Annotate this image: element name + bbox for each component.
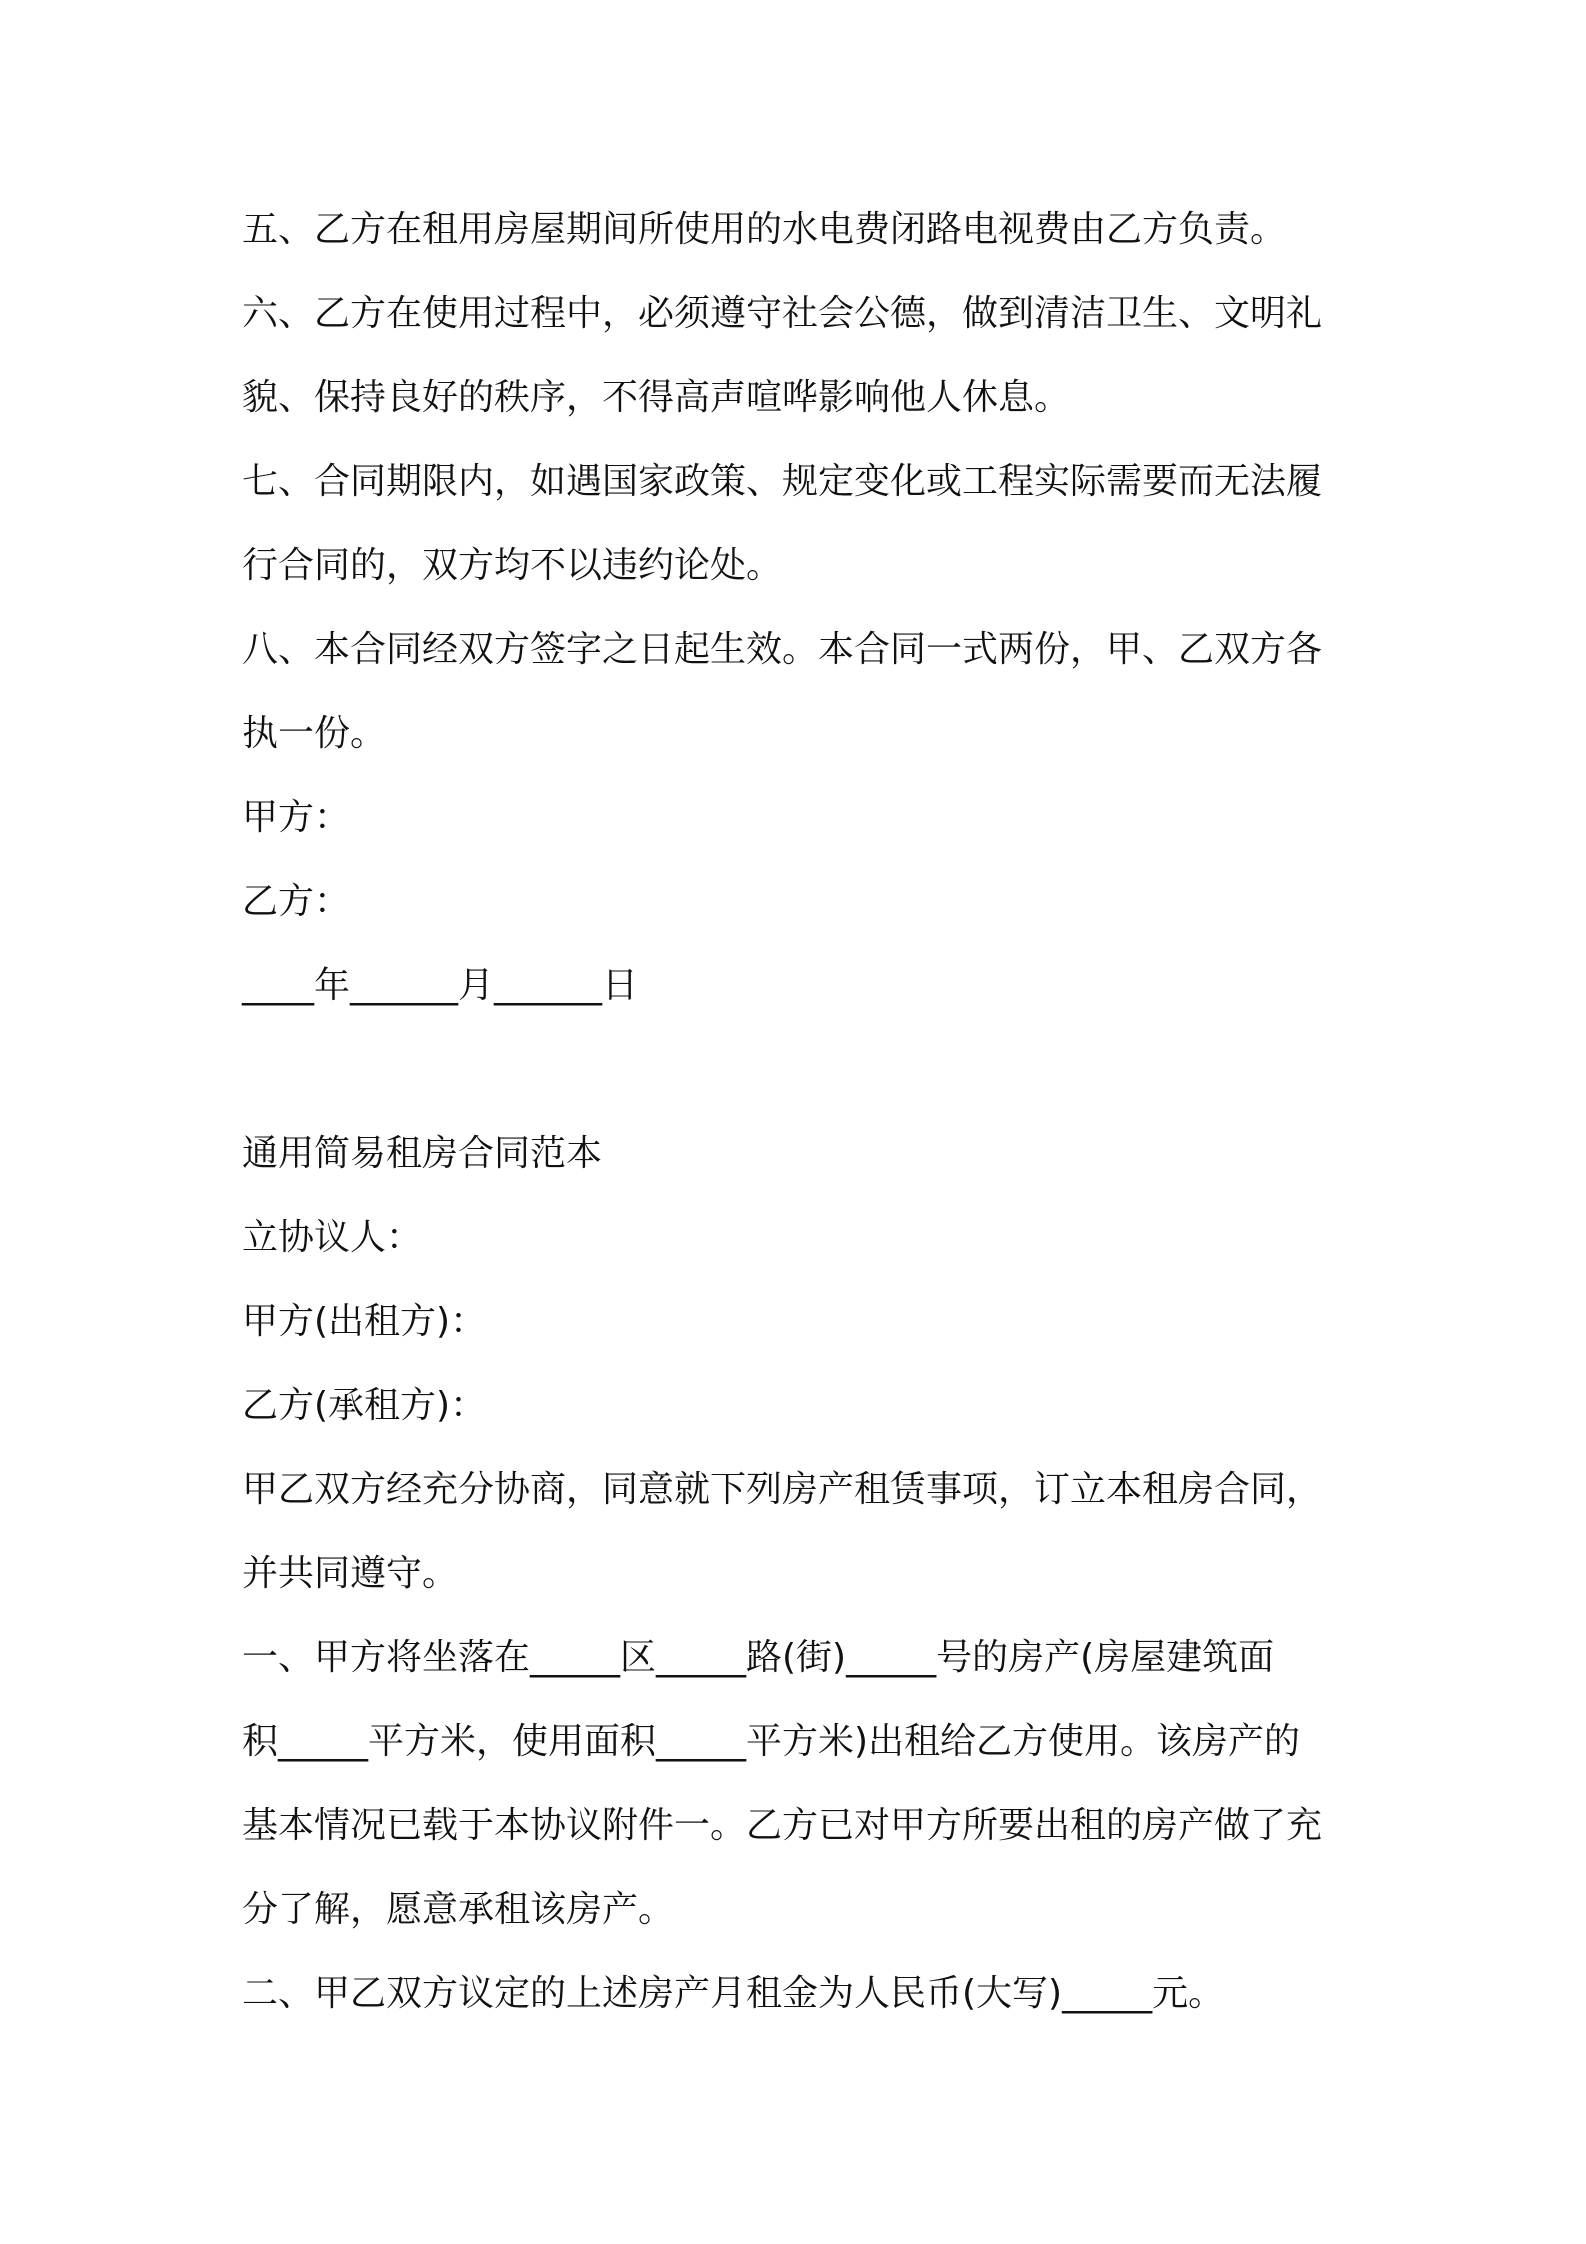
clause-5: 五、乙方在租用房屋期间所使用的水电费闭路电视费由乙方负责。 <box>242 209 1287 250</box>
clause-8-line-1: 八、本合同经双方签字之日起生效。本合同一式两份，甲、乙双方各 <box>242 629 1323 670</box>
signatories-label: 立协议人： <box>242 1217 423 1258</box>
clause-1-line-1: 一、甲方将坐落在_____区_____路(街)_____号的房产(房屋建筑面 <box>242 1637 1275 1678</box>
intro-line-1: 甲乙双方经充分协商，同意就下列房产租赁事项，订立本租房合同， <box>242 1469 1323 1510</box>
lessor-label: 甲方(出租方)： <box>242 1301 487 1342</box>
clause-6-line-1: 六、乙方在使用过程中，必须遵守社会公德，做到清洁卫生、文明礼 <box>242 293 1323 334</box>
clause-1-line-3: 基本情况已载于本协议附件一。乙方已对甲方所要出租的房产做了充 <box>242 1805 1323 1846</box>
clause-8-line-2: 执一份。 <box>242 713 387 754</box>
clause-1-line-2: 积_____平方米，使用面积_____平方米)出租给乙方使用。该房产的 <box>242 1721 1301 1762</box>
clause-7-line-1: 七、合同期限内，如遇国家政策、规定变化或工程实际需要而无法履 <box>242 461 1323 502</box>
clause-2-line-1: 二、甲乙双方议定的上述房产月租金为人民币(大写)_____元。 <box>242 1973 1225 2014</box>
party-a-signature: 甲方： <box>242 797 351 838</box>
date-line: ____年______月______日 <box>242 965 638 1006</box>
clause-1-line-4: 分了解，愿意承租该房产。 <box>242 1889 675 1930</box>
party-b-signature: 乙方： <box>242 881 351 922</box>
intro-line-2: 并共同遵守。 <box>242 1553 459 1594</box>
contract-title: 通用简易租房合同范本 <box>242 1133 603 1174</box>
lessee-label: 乙方(承租方)： <box>242 1385 487 1426</box>
clause-7-line-2: 行合同的，双方均不以违约论处。 <box>242 545 783 586</box>
clause-6-line-2: 貌、保持良好的秩序，不得高声喧哗影响他人休息。 <box>242 377 1071 418</box>
